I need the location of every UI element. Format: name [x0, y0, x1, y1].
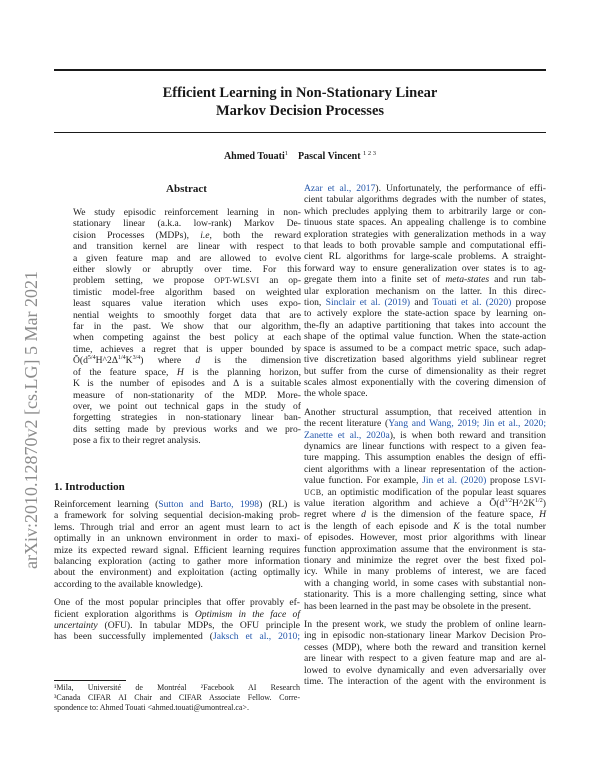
body-line: gregate them into a finite set of meta-states and run tab-: [304, 274, 546, 286]
body-line: In the present work, we study the problem of online learn-: [304, 619, 546, 631]
intro-line: optimally in an unknown environment in order to maxi-: [54, 533, 300, 545]
body-line: function approximation assume that the environment is sta-: [304, 543, 546, 555]
body-line: are linear with respect to a given feature map and are al-: [304, 653, 546, 665]
abstract-body: [73, 207, 301, 447]
body-line: tionary and minimize the regret over the best fixed pol-: [304, 555, 546, 566]
body-line: shape of the optimal value function. When the state-action: [304, 331, 546, 343]
body-line: UCB, an optimistic modification of the popular least squares: [304, 486, 546, 498]
abstract-line: when competing against the best policy at each: [73, 332, 301, 344]
body-line: cesses (MDP), where both the reward and transition kernel: [304, 641, 546, 653]
abstract-line: measure of non-stationarity of the MDP. More-: [73, 389, 301, 401]
intro-line: Reinforcement learning (Sutton and Barto, 1998) (RL) is: [54, 499, 300, 510]
body-line: to actively explore the state-action space by learning on-: [304, 308, 546, 320]
abstract-line: forgetting strategies in non-stationary linear ban-: [73, 412, 301, 424]
body-line: cient tabular algorithms degrades with the number of states,: [304, 194, 546, 206]
body-line: cient algorithms with a linear representation of the action-: [304, 463, 546, 475]
abstract-line: and transition kernel are linear with respect to: [73, 241, 301, 253]
abstract-line: problem setting, we propose OPT-WLSVI an op-: [73, 275, 302, 287]
title-line-1: Efficient Learning in Non-Stationary Linear: [162, 85, 438, 101]
intro-line: mize its expected reward signal. Efficient learning requires: [54, 544, 300, 556]
abstract-line: timistic model-free algorithm based on weighted: [73, 286, 301, 298]
body-line: space is assumed to be a compact metric space, such adap-: [304, 342, 546, 354]
body-line: which precludes applying them to arbitrarily large or con-: [304, 205, 546, 217]
body-line: regret where d is the dimension of the feature space, H: [304, 509, 546, 521]
author-name: Ahmed Touati: [223, 151, 285, 162]
body-line: icy. While in many problems of interest, we are faced: [304, 566, 546, 578]
body-line: the recent literature (Yang and Wang, 2019; Jin et al., 2020;: [304, 418, 546, 430]
body-line: exploration strategies with generalization methods in a way: [304, 228, 546, 240]
author-affiliation: 1 2 3: [363, 150, 377, 157]
body-line: Another structural assumption, that received attention in: [304, 406, 546, 418]
title-bottom-rule: [54, 132, 546, 133]
body-line: cient RL algorithms for large-scale problems. A straight-: [304, 251, 546, 263]
body-line: that leads to both provable sample and computational effi-: [304, 240, 546, 252]
body-line: tinuous state spaces. An appealing challenge is to combine: [304, 217, 546, 229]
footnote-rule: [54, 680, 126, 681]
abstract-line: a given feature map and are allowed to evolve: [73, 252, 301, 264]
introduction-body: [54, 499, 300, 643]
body-line: ture mapping. This assumption enables the design of effi-: [304, 452, 546, 464]
author-list: [54, 151, 546, 163]
body-line: ular exploration mechanism on the latter. In this direc-: [304, 285, 546, 297]
body-line: dynamics are linear functions with respect to a given fea-: [304, 440, 546, 452]
intro-line: balancing exploration (acting to gather more information: [54, 556, 300, 568]
affiliation-footnote: [54, 683, 300, 713]
intro-line: lems. Through trial and error an agent must learn to act: [54, 521, 300, 533]
intro-line: about the environment) and exploitation (acting optimally: [54, 567, 300, 579]
footnote-line: ³Canada CIFAR AI Chair and CIFAR Associate Fellow. Corre-: [54, 693, 300, 702]
intro-line: a framework for solving sequential decision-making prob-: [54, 510, 300, 522]
intro-line: according to the available knowledge).: [54, 578, 203, 590]
body-line: tive discretization based algorithms yield sublinear regret: [304, 354, 546, 366]
title-top-rule: [54, 69, 546, 71]
body-line: scales almost exponentially with the covering dimension of: [304, 376, 546, 388]
intro-line: ficient exploration algorithms is Optimism in the face of: [54, 608, 300, 620]
author-name: Pascal Vincent: [298, 151, 361, 162]
abstract-heading: Abstract: [166, 183, 207, 195]
abstract-line: over, we point out technical gaps in the study of: [73, 400, 301, 412]
abstract-line: We study episodic reinforcement learning in non-: [73, 207, 301, 218]
body-line: ing in episodic non-stationary linear Markov Decision Pro-: [304, 630, 546, 642]
body-line: stationarity. This is a more challenging setting, since what: [304, 589, 546, 601]
section-heading-introduction: 1. Introduction: [54, 481, 125, 493]
right-column-body: [304, 183, 546, 687]
body-line: lowed to evolve dynamically and even adversarially over: [304, 664, 546, 676]
footnote-line: ¹Mila, Université de Montréal ²Facebook AI Research: [54, 683, 300, 692]
intro-line: has been successfully implemented (Jaksch et al., 2010;: [54, 631, 300, 643]
title-line-2: Markov Decision Processes: [215, 103, 385, 119]
body-line: value iteration algorithm and achieve a $Õ(d^{3/2}H\^{}2K^{1/2})$: [304, 497, 546, 509]
intro-line: One of the most popular principles that offer provably ef-: [54, 597, 300, 609]
body-line: time. The interaction of the agent with the environment is: [304, 676, 546, 688]
abstract-line: either slowly or abruptly over time. For this: [73, 264, 301, 276]
body-line: tion, Sinclair et al. (2019) and Touati et al. (2020) propose: [304, 297, 546, 309]
abstract-line: pose a fix to their regret analysis.: [73, 435, 201, 447]
body-line: is the length of each episode and K is the total number: [304, 520, 546, 532]
paper-title: [54, 84, 546, 120]
body-line: value function. For example, Jin et al. (2020) propose LSVI-: [304, 475, 547, 487]
body-line: Azar et al., 2017). Unfortunately, the performance of effi-: [304, 183, 546, 194]
body-line: with a changing world, in some cases with substantial non-: [304, 577, 546, 589]
abstract-line: $Õ(d^{5/4}H\^{}2\Delta^{1/4}K^{3/4})$ where d is the dimension: [73, 355, 301, 367]
body-line: but suffer from the curse of dimensionality as their regret: [304, 365, 546, 377]
body-line: the-fly an adaptive partitioning that takes into account the: [304, 319, 546, 331]
abstract-line: stationary linear (a.k.a. low-rank) Markov De-: [73, 218, 301, 230]
abstract-line: of the feature space, H is the planning horizon,: [73, 366, 301, 378]
body-line: has been learned in the past may be obsolete in the present.: [304, 600, 531, 612]
abstract-line: dits setting made by previous works and we pro-: [73, 423, 301, 435]
abstract-line: K is the number of episodes and Δ is a suitable: [73, 378, 301, 390]
footnote-line: spondence to: Ahmed Touati <ahmed.touati@umontreal.ca>.: [54, 703, 249, 712]
abstract-line: far in the past. We show that our algorithm,: [73, 321, 301, 333]
body-line: of episodes. However, most prior algorithms with linear: [304, 532, 546, 544]
abstract-line: nential weights to smoothly forget data that are: [73, 309, 301, 321]
body-line: Zanette et al., 2020a), is when both reward and transition: [304, 429, 546, 441]
abstract-line: time, achieves a regret that is upper bounded by: [73, 343, 301, 355]
abstract-line: cision Processes (MDPs), i.e, both the reward: [73, 229, 301, 241]
abstract-line: least squares value iteration which uses expo-: [73, 298, 301, 310]
intro-line: uncertainty (OFU). In tabular MDPs, the OFU principle: [54, 620, 300, 632]
body-line: the whole space.: [304, 388, 368, 400]
arxiv-stamp-text: arXiv:2010.12870v2 [cs.LG] 5 Mar 2021: [21, 271, 41, 569]
body-line: forward way to ensure generalization over states is to ag-: [304, 262, 546, 274]
author-affiliation: 1: [284, 150, 289, 157]
